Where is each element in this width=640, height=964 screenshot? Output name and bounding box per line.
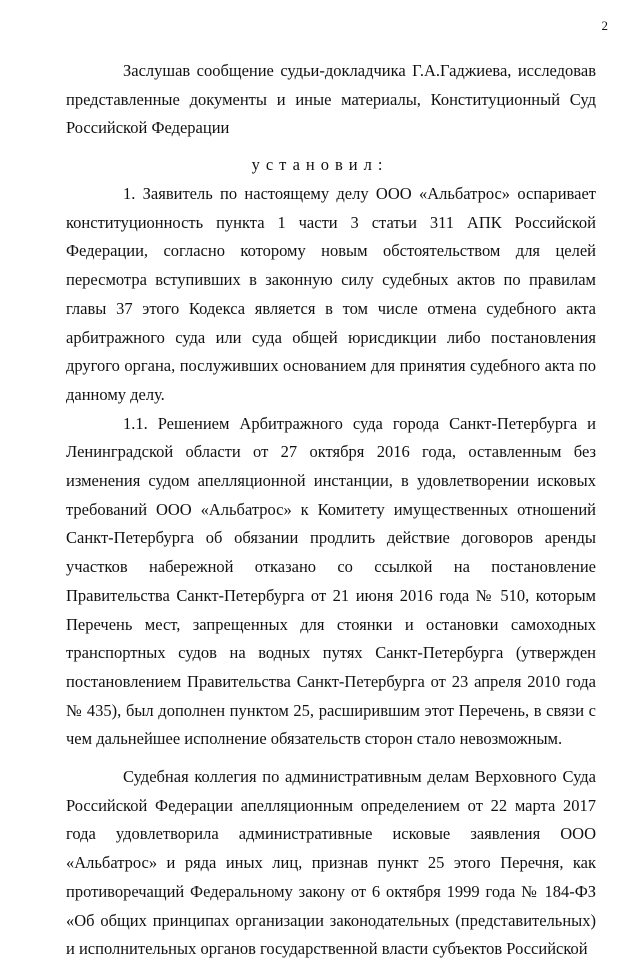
paragraph-supreme-court: Судебная коллегия по административным делам Верховного Суда Российской Федерации апелляционным определением от 22 марта 2017 года удовлетворила административные исковые заявления ООО «Альбатрос» и ряда иных лиц, признав пункт 25 этого Перечня, как противоречащий Федеральному закону от 6 октября 1999 года № 184-ФЗ «Об общих принципах организации законодательных (представительных) и исполнительных органов государственной власти субъектов Российской (66, 767, 596, 959)
paragraph-1-1: 1.1. Решением Арбитражного суда города Санкт-Петербурга и Ленинградской области от 27 октября 2016 года, оставленным без изменения судом апелляционной инстанции, в удовлетворении исковых требований ООО «Альбатрос» к Комитету имущественных отношений Санкт-Петербурга об обязании продлить действие договоров аренды участков набережной отказано со ссылкой на постановление Правительства Санкт-Петербурга от 21 июня 2016 года № 510, которым Перечень мест, запрещенных для стоянки и остановки самоходных транспортных судов на водных путях Санкт-Петербурга (утвержден постановлением Правительства Санкт-Петербурга от 23 апреля 2010 года № 435), был дополнен пунктом 25, расширившим этот Перечень, в связи с чем дальнейшее исполнение обязательств сторон стало невозможным. (66, 413, 596, 749)
paragraph-1: 1. Заявитель по настоящему делу ООО «Альбатрос» оспаривает конституционность пункта 1 части 3 статьи 311 АПК Российской Федерации, согласно которому новым обстоятельством для целей пересмотра вступивших в законную силу судебных актов по правилам главы 37 этого Кодекса является в том числе отмена судебного акта арбитражного суда или суда общей юрисдикции либо постановления другого органа, послуживших основанием для принятия судебного акта по данному делу. (66, 184, 596, 404)
main-text (66, 180, 596, 964)
intro-block (66, 57, 596, 143)
page-number: 2 (601, 18, 608, 33)
section-heading: установил: (251, 155, 389, 174)
intro-paragraph: Заслушав сообщение судьи-докладчика Г.А.Гаджиева, исследовав представленные документы и иные материалы, Конституционный Суд Российской Федерации (66, 61, 596, 138)
